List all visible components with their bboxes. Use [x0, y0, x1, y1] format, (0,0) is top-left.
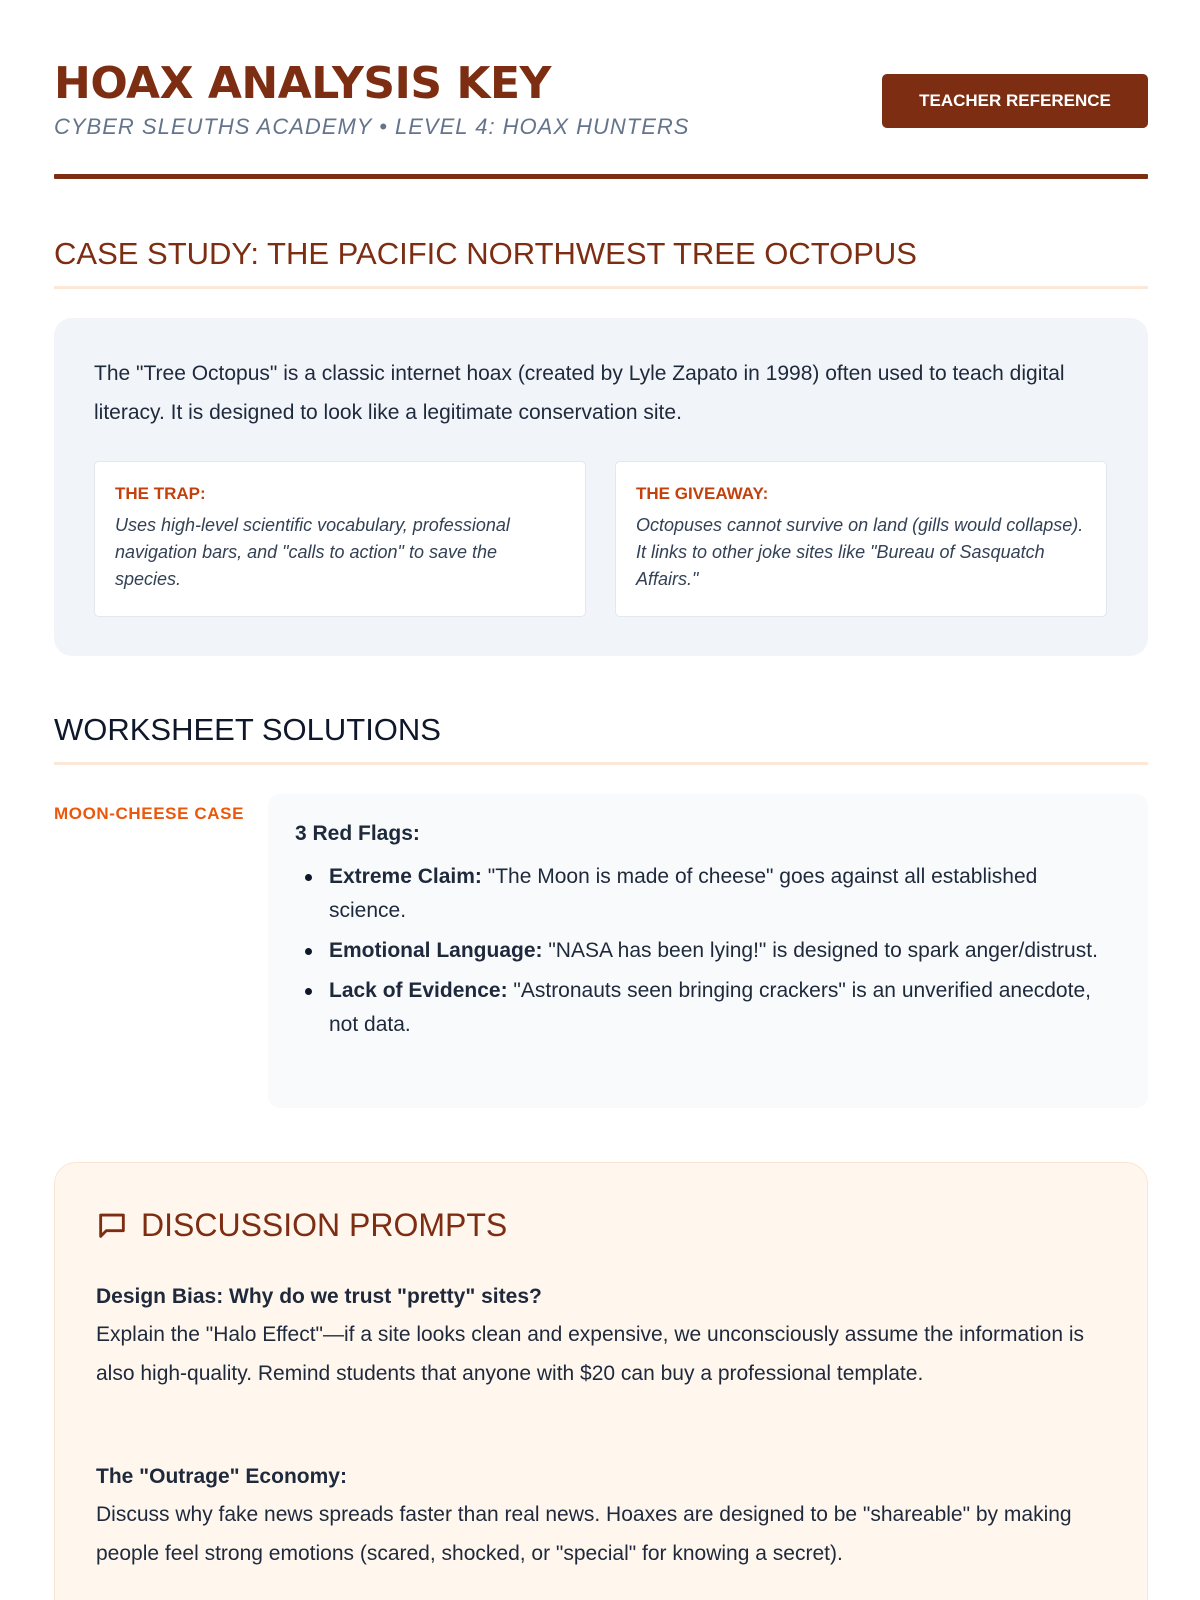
page-subtitle: CYBER SLEUTHS ACADEMY • LEVEL 4: HOAX HUNTERS	[54, 114, 690, 139]
giveaway-label: THE GIVEAWAY:	[636, 484, 769, 503]
list-item	[295, 934, 1120, 968]
prompt-answer: Explain the "Halo Effect"—if a site looks clean and expensive, we unconsciously assume the information is also high-quality. Remind students that anyone with $20 can buy a professional template.	[96, 1323, 1085, 1385]
discussion-prompt	[96, 1285, 1106, 1393]
giveaway-text: Octopuses cannot survive on land (gills would collapse). It links to other joke sites like "Bureau of Sasquatch Affairs."	[636, 515, 1084, 589]
list-item	[295, 974, 1120, 1042]
page	[54, 0, 1148, 1600]
prompt-answer: Discuss why fake news spreads faster than real news. Hoaxes are designed to be "shareable" by making people feel strong emotions (scared, shocked, or "special" for knowing a secret).	[96, 1503, 1072, 1565]
list-item	[295, 860, 1120, 928]
prompt-question: The "Outrage" Economy:	[96, 1465, 347, 1488]
discussion-prompt	[96, 1465, 1106, 1573]
trap-card	[94, 461, 586, 617]
flag-term: Emotional Language:	[329, 939, 543, 962]
page-title: HOAX ANALYSIS KEY	[54, 58, 551, 109]
worksheet-solutions-title: WORKSHEET SOLUTIONS	[54, 712, 1148, 765]
header-divider	[54, 174, 1148, 179]
chat-bubble-icon	[95, 1208, 129, 1242]
bullet-icon	[305, 948, 312, 955]
discussion-prompts-card	[54, 1162, 1148, 1600]
trap-label: THE TRAP:	[115, 484, 206, 503]
red-flags-list	[295, 860, 1120, 1042]
giveaway-card	[615, 461, 1107, 617]
case-study-title: CASE STUDY: THE PACIFIC NORTHWEST TREE OCTOPUS	[54, 236, 1148, 289]
discussion-title-text: DISCUSSION PROMPTS	[141, 1207, 508, 1243]
prompt-question: Design Bias: Why do we trust "pretty" sites?	[96, 1285, 542, 1308]
flag-term: Lack of Evidence:	[329, 979, 508, 1002]
moon-cheese-case-label: MOON-CHEESE CASE	[54, 804, 245, 823]
bullet-icon	[305, 874, 312, 881]
case-study-intro: The "Tree Octopus" is a classic internet hoax (created by Lyle Zapato in 1998) often used to teach digital literacy. It is designed to look like a legitimate conservation site.	[94, 362, 1065, 424]
flag-text: "Astronauts seen bringing crackers" is an unverified anecdote, not data.	[329, 979, 1091, 1036]
trap-text: Uses high-level scientific vocabulary, professional navigation bars, and "calls to action" to save the species.	[115, 515, 510, 589]
teacher-reference-badge: TEACHER REFERENCE	[882, 74, 1148, 128]
discussion-title	[95, 1207, 507, 1244]
bullet-icon	[305, 988, 312, 995]
worksheet-answer-card	[268, 794, 1148, 1108]
flag-text: "NASA has been lying!" is designed to spark anger/distrust.	[542, 939, 1098, 962]
flag-text: "The Moon is made of cheese" goes against all established science.	[329, 865, 1038, 922]
flag-term: Extreme Claim:	[329, 865, 482, 888]
header	[54, 58, 1148, 178]
case-study-card	[54, 318, 1148, 656]
red-flags-heading: 3 Red Flags:	[295, 822, 420, 845]
